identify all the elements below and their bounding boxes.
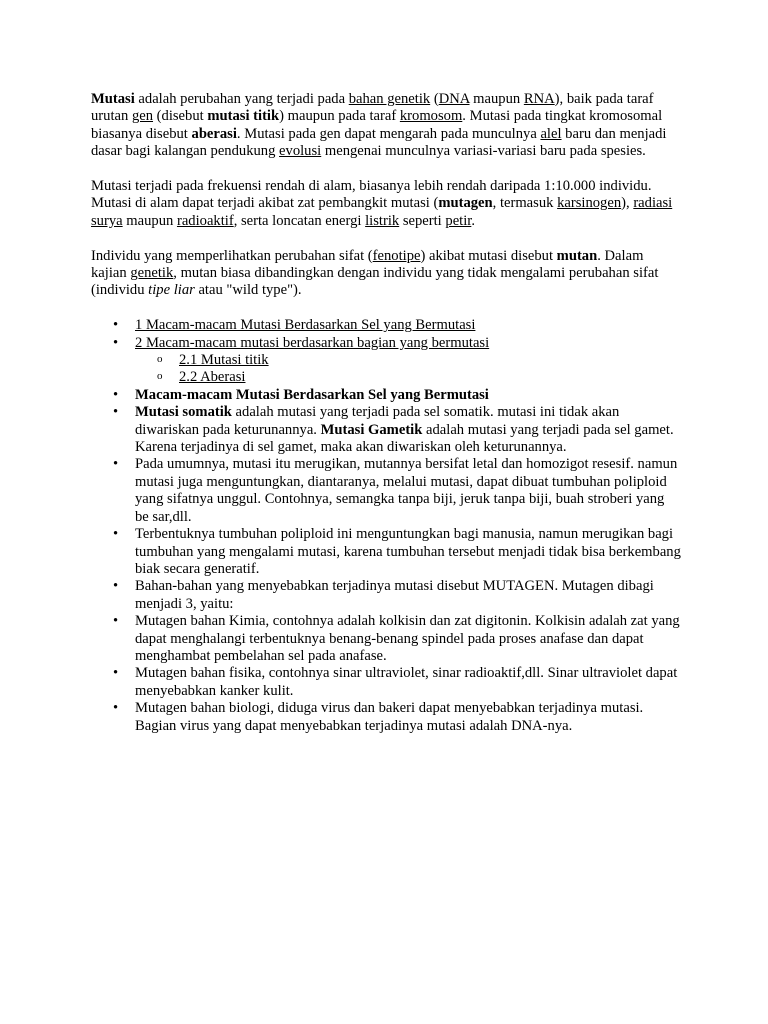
sub-list [135, 352, 681, 387]
list-item [91, 665, 681, 700]
text-run: Mutagen bahan biologi, diduga virus dan bakeri dapat menyebabkan terjadinya mutasi. Bagian virus yang dapat menyebabkan terjadinya mutasi adalah DNA-nya. [135, 700, 644, 734]
text-run: . Mutasi pada gen dapat mengarah pada munculnya [236, 125, 541, 142]
link-text[interactable]: gen [131, 108, 154, 125]
link-text[interactable]: petir [445, 212, 472, 229]
list-item [91, 335, 681, 387]
text-run: ) akibat mutasi disebut [420, 247, 557, 264]
list-item [91, 613, 681, 665]
bold-term: Macam-macam Mutasi Berdasarkan Sel yang Bermutasi [135, 386, 489, 403]
bold-term: Mutasi Gametik [320, 421, 423, 438]
link-text[interactable]: karsinogen [557, 195, 622, 212]
list-item [91, 317, 681, 334]
text-run: , termasuk [492, 195, 558, 212]
list-item [91, 578, 681, 613]
text-run: maupun [469, 91, 524, 107]
link-text[interactable]: listrik [365, 212, 400, 229]
bold-term: Mutasi somatik [135, 404, 232, 421]
text-run: mengenai munculnya variasi-variasi baru pada spesies. [321, 143, 646, 160]
sub-list-item [135, 369, 681, 386]
link-text[interactable]: 2 Macam-macam mutasi berdasarkan bagian yang bermutasi [135, 334, 490, 351]
list-item [91, 456, 681, 526]
text-run: ( [430, 91, 439, 107]
bullet-list [91, 317, 681, 735]
text-run: , mutan biasa dibandingkan dengan individu yang tidak mengalami perubahan sifat (individu [91, 265, 659, 299]
bold-term: mutan [556, 247, 598, 264]
list-item [91, 700, 681, 735]
link-text[interactable]: 2.2 Aberasi [179, 369, 246, 386]
paragraph-definition [91, 91, 681, 161]
list-item [91, 526, 681, 578]
link-text[interactable]: radioaktif [176, 212, 234, 229]
link-text[interactable]: bahan genetik [348, 91, 431, 107]
text-run: Mutasi terjadi pada frekuensi rendah di alam, biasanya lebih rendah daripada 1:10.000 individu. Mutasi di alam dapat terjadi akibat zat pembangkit mutasi ( [91, 178, 652, 212]
text-run: maupun [122, 212, 177, 229]
text-run: seperti [399, 212, 446, 229]
link-text[interactable]: genetik [130, 265, 174, 282]
text-run: atau "wild type"). [194, 282, 302, 299]
italic-term: tipe liar [148, 282, 195, 299]
text-run: . Dalam kajian [91, 247, 644, 282]
link-text[interactable]: alel [540, 125, 562, 142]
link-text[interactable]: RNA [523, 91, 555, 107]
document-body [91, 91, 681, 735]
text-run: baru dan menjadi dasar bagi kalangan pendukung [91, 125, 667, 160]
text-run: Pada umumnya, mutasi itu merugikan, mutannya bersifat letal dan homozigot resesif. namun mutasi juga menguntungkan, diantaranya, melalui mutasi, dapat dibuat tumbuhan poliploid yang sifatnya unggul. Contohnya, semangka tanpa biji, jeruk tanpa biji, buah stroberi yang be sar,dll. [135, 456, 678, 525]
text-run: Mutagen bahan Kimia, contohnya adalah kolkisin dan zat digitonin. Kolkisin adalah zat yang dapat menghalangi terbentuknya benang-benang spindel pada proses anafase dan dapat menghambat pembelahan sel pada anafase. [135, 613, 680, 664]
text-run: . Mutasi pada tingkat kromosomal biasanya disebut [91, 108, 663, 142]
link-text[interactable]: kromosom [399, 108, 463, 125]
link-text[interactable]: 1 Macam-macam Mutasi Berdasarkan Sel yang Bermutasi [135, 317, 476, 334]
text-run: adalah perubahan yang terjadi pada [134, 91, 349, 107]
text-run: Terbentuknya tumbuhan poliploid ini menguntungkan bagi manusia, namun merugikan bagi tumbuhan yang mengalami mutasi, karena tumbuhan tersebut menjadi tidak bisa berkembang biak secara generatif. [135, 526, 681, 577]
text-run: adalah mutasi yang terjadi pada sel gamet. Karena terjadinya di sel gamet, maka akan diwariskan oleh keturunannya. [135, 421, 674, 456]
text-run: ), [621, 195, 634, 212]
link-text[interactable]: fenotipe [372, 247, 421, 264]
text-run: , serta loncatan energi [233, 212, 366, 229]
bold-term: mutagen [438, 195, 493, 212]
link-text[interactable]: surya [91, 212, 123, 229]
list-item [91, 404, 681, 456]
text-run: Mutagen bahan fisika, contohnya sinar ultraviolet, sinar radioaktif,dll. Sinar ultraviolet dapat menyebabkan kanker kulit. [135, 665, 678, 699]
link-text[interactable]: DNA [438, 91, 470, 107]
bold-term: mutasi titik [207, 108, 280, 125]
sub-list-item [135, 352, 681, 369]
link-text[interactable]: evolusi [279, 143, 322, 160]
paragraph-frequency [91, 178, 681, 230]
text-run: (disebut [153, 108, 208, 125]
text-run: ) maupun pada taraf [279, 108, 400, 125]
text-run: Bahan-bahan yang menyebabkan terjadinya mutasi disebut MUTAGEN. Mutagen dibagi menjadi 3, yaitu: [135, 578, 654, 612]
list-item [91, 387, 681, 404]
text-run: Individu yang memperlihatkan perubahan sifat ( [91, 247, 373, 264]
text-run: adalah mutasi yang terjadi pada sel somatik. mutasi ini tidak akan diwariskan pada keturunannya. [135, 404, 620, 438]
bold-term: Mutasi [91, 91, 135, 107]
paragraph-mutant [91, 248, 681, 300]
text-run: . [471, 212, 475, 229]
link-text[interactable]: 2.1 Mutasi titik [179, 352, 269, 369]
text-run: ), baik pada taraf urutan [91, 91, 654, 125]
bold-term: aberasi [191, 125, 237, 142]
link-text[interactable]: radiasi [633, 195, 673, 212]
